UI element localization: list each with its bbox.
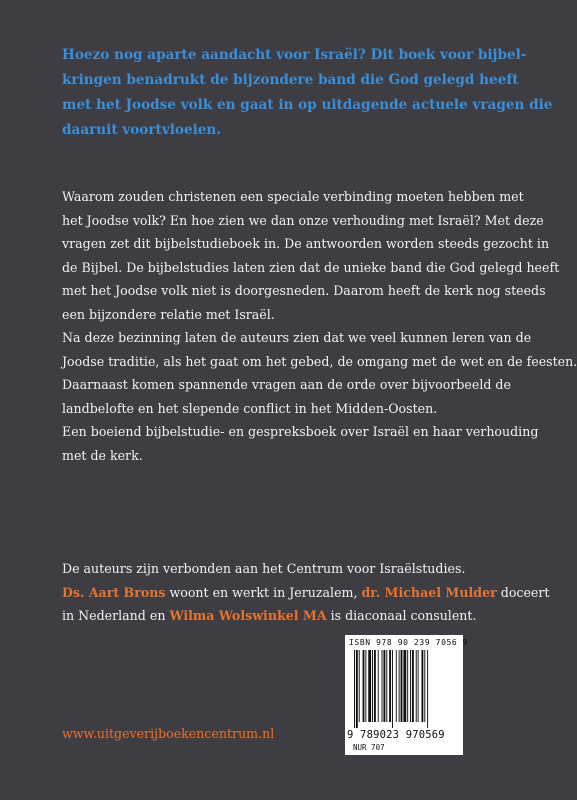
authors-line-3: in Nederland en Wilma Wolswinkel MA is diaconaal consulent.: [62, 608, 477, 623]
author-name-brons: Ds. Aart Brons: [62, 584, 166, 600]
body-line: Waarom zouden christenen een speciale verbinding moeten hebben met: [62, 189, 524, 204]
body-line: Na deze bezinning laten de auteurs zien dat we veel kunnen leren van de: [62, 330, 532, 345]
authors-section: [62, 557, 550, 628]
barcode-icon: [353, 650, 457, 728]
body-line: met de kerk.: [62, 447, 143, 463]
intro-line: daaruit voortvloeien.: [62, 122, 222, 138]
isbn-text: ISBN 978 90 239 7056 9: [349, 638, 469, 647]
intro-line: Hoezo nog aparte aandacht voor Israël? Dit boek voor bijbel-: [62, 47, 527, 63]
intro-blurb: [62, 43, 553, 143]
author-name-mulder: dr. Michael Mulder: [361, 584, 497, 600]
body-line: landbelofte en het slepende conflict in het Midden-Oosten.: [62, 400, 438, 416]
intro-line: met het Joodse volk en gaat in op uitdagende actuele vragen die: [62, 97, 553, 113]
body-line: de Bijbel. De bijbelstudies laten zien dat de unieke band die God gelegd heeft: [62, 259, 560, 275]
publisher-website-link[interactable]: www.uitgeverijboekencentrum.nl: [62, 726, 275, 741]
body-line: Joodse traditie, als het gaat om het gebed, de omgang met de wet en de feesten.: [62, 353, 577, 369]
body-line: Daarnaast komen spannende vragen aan de orde over bijvoorbeeld de: [62, 377, 511, 392]
ean-number: 9 789023 970569: [347, 729, 445, 741]
author-name-wolswinkel: Wilma Wolswinkel MA: [169, 608, 327, 623]
body-line: Een boeiend bijbelstudie- en gespreksboek over Israël en haar verhouding: [62, 424, 539, 439]
description-text: [62, 185, 577, 467]
authors-intro: De auteurs zijn verbonden aan het Centrum voor Israëlstudies.: [62, 561, 466, 576]
intro-line: kringen benadrukt de bijzondere band die God gelegd heeft: [62, 72, 519, 88]
body-line: een bijzondere relatie met Israël.: [62, 306, 275, 322]
body-line: vragen zet dit bijbelstudieboek in. De antwoorden worden steeds gezocht in: [62, 236, 550, 251]
nur-code: NUR 707: [353, 743, 385, 752]
authors-line-2: Ds. Aart Brons woont en werkt in Jeruzalem, dr. Michael Mulder doceert: [62, 584, 550, 600]
body-line: het Joodse volk? En hoe zien we dan onze verhouding met Israël? Met deze: [62, 212, 544, 228]
barcode-box: [345, 635, 469, 755]
body-line: met het Joodse volk niet is doorgesneden. Daarom heeft de kerk nog steeds: [62, 283, 546, 298]
